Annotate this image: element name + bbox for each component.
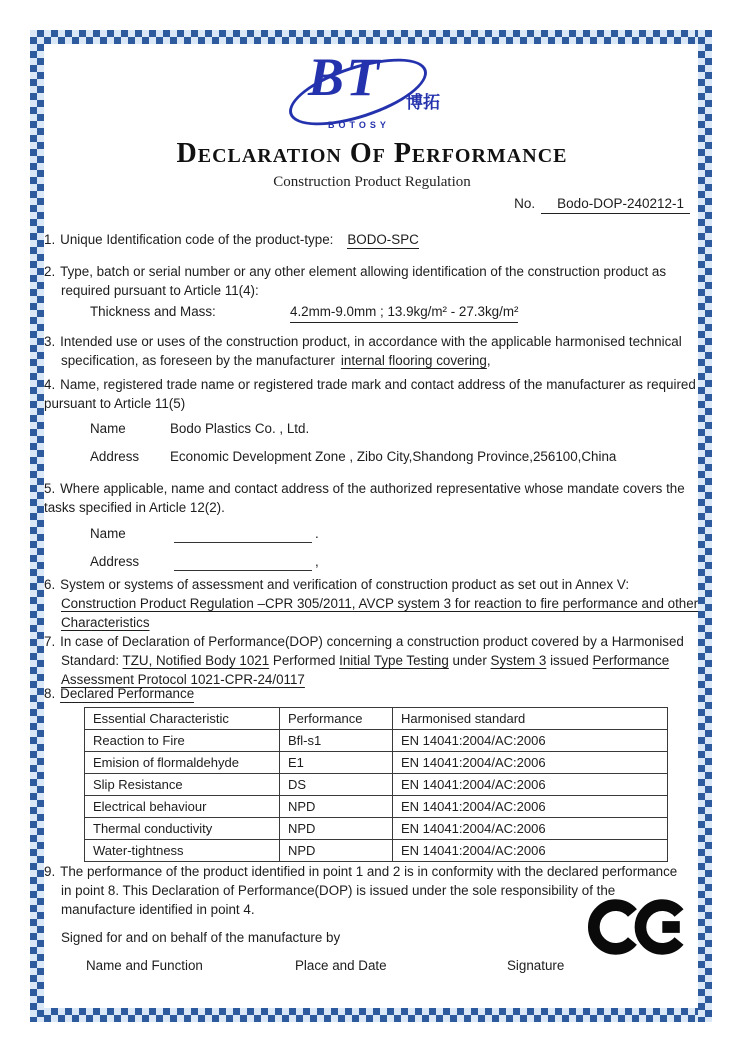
item-4 [44,375,702,466]
cell-characteristic: Electrical behaviour [85,796,280,818]
item-4-body: Name, registered trade name or registered trade mark and contact address of the manufacturer as required pursuant to Article 11(5) [44,377,696,411]
manufacturer-address-label: Address [90,449,140,464]
item-2 [44,262,702,323]
item-2-text [44,262,702,300]
item-7-initial-type-testing: Initial Type Testing [339,653,449,668]
header-performance: Performance [280,708,393,730]
manufacturer-name-value: Bodo Plastics Co. , Ltd. [170,421,310,436]
representative-address-suffix: , [315,554,319,569]
cell-performance: NPD [280,818,393,840]
cell-performance: NPD [280,796,393,818]
border-pattern-bottom [30,1008,712,1022]
item-5-text [44,479,702,517]
cell-standard: EN 14041:2004/AC:2006 [393,774,668,796]
cell-standard: EN 14041:2004/AC:2006 [393,818,668,840]
representative-name-row [44,521,702,543]
item-7-notified-body: TZU, Notified Body 1021 [122,653,270,668]
document-number-line [44,196,700,214]
item-3-text [44,332,702,370]
cell-characteristic: Emision of flormaldehyde [85,752,280,774]
manufacturer-name-label: Name [90,421,126,436]
place-and-date-label: Place and Date [295,958,387,973]
document-title: Declaration Of Performance [176,138,568,169]
document-number-underline [541,196,690,214]
item-7 [44,632,702,689]
item-3-body: Intended use or uses of the construction product, in accordance with the applicable harmonised technical specification, as foreseen by the manufacturer [60,334,682,368]
item-8-heading [44,684,702,703]
item-3 [44,332,702,370]
logo-chinese-text: 博拓 [406,93,440,112]
item-8-number: 8. [44,686,56,701]
table-row [85,752,668,774]
item-1-label: Unique Identification code of the product-type: [60,232,334,247]
item-5-number: 5. [44,481,56,496]
item-4-text [44,375,702,413]
item-6-underlined-value: Construction Product Regulation –CPR 305/2011, AVCP system 3 for reaction to fire performance and other Characteristics [61,596,699,630]
item-7-t2: Performed [269,653,340,668]
item-1-value: BODO-SPC [347,232,419,247]
cell-performance: DS [280,774,393,796]
item-7-t4: issued [546,653,593,668]
header-harmonised-standard: Harmonised standard [393,708,668,730]
border-pattern-top [30,30,712,44]
name-and-function-label: Name and Function [86,958,203,973]
item-7-number: 7. [44,634,56,649]
item-3-underlined-value: internal flooring covering [340,353,487,368]
item-1 [44,230,702,249]
document-number-value: Bodo-DOP-240212-1 [557,196,684,211]
cell-characteristic: Water-tightness [85,840,280,862]
logo-wordmark: BOTOSY [328,120,390,130]
representative-name-suffix: . [315,526,319,541]
item-8 [44,684,702,862]
item-3-number: 3. [44,334,56,349]
table-row [85,774,668,796]
header-essential-characteristic: Essential Characteristic [85,708,280,730]
cell-characteristic: Reaction to Fire [85,730,280,752]
thickness-mass-label: Thickness and Mass: [90,304,216,319]
item-7-t3: under [448,653,491,668]
botosy-logo [282,47,472,134]
item-6 [44,575,702,632]
cell-performance: Bfl-s1 [280,730,393,752]
items-list [44,230,702,689]
cell-performance: E1 [280,752,393,774]
logo-bt-letters: BT [308,47,382,107]
thickness-mass-row [44,302,702,323]
table-row [85,818,668,840]
table-row [85,730,668,752]
document-subtitle: Construction Product Regulation [273,174,471,190]
item-5-body: Where applicable, name and contact address of the authorized representative whose mandate covers the tasks specified in Article 12(2). [44,481,685,515]
table-header-row [85,708,668,730]
item-7-t1: In case of Declaration of Performance(DOP) concerning a construction product covered by a Harmonised Standard: [60,634,684,668]
representative-address-row [44,549,702,571]
item-7-system: System 3 [490,653,547,668]
manufacturer-name-row [44,419,702,438]
representative-address-label: Address [90,554,140,569]
border-pattern-left [30,30,44,1022]
item-5 [44,479,702,571]
item-9-number: 9. [44,864,56,879]
item-9-body: The performance of the product identified in point 1 and 2 is in conformity with the declared performance in point 8. This Declaration of Performance(DOP) is issued under the sole responsibility of the manufacture identified in point 4. [60,864,678,917]
representative-address-blank-line [174,556,312,571]
item-1-line [44,230,702,249]
thickness-mass-value: 4.2mm-9.0mm ; 13.9kg/m² - 27.3kg/m² [290,302,518,323]
cell-characteristic: Thermal conductivity [85,818,280,840]
table-row [85,840,668,862]
representative-name-blank-line [174,528,312,543]
item-4-number: 4. [44,377,56,392]
signed-line: Signed for and on behalf of the manufacture by [61,930,341,945]
item-6-number: 6. [44,577,56,592]
cell-standard: EN 14041:2004/AC:2006 [393,730,668,752]
cell-performance: NPD [280,840,393,862]
cell-standard: EN 14041:2004/AC:2006 [393,752,668,774]
item-8-label: Declared Performance [60,686,195,701]
table-row [85,796,668,818]
signature-label: Signature [507,958,565,973]
cell-characteristic: Slip Resistance [85,774,280,796]
document-number-label: No. [514,196,536,211]
ce-mark-icon [588,897,690,957]
manufacturer-address-row [44,447,702,466]
cell-standard: EN 14041:2004/AC:2006 [393,796,668,818]
item-6-text [44,575,702,632]
declared-performance-table [84,707,668,862]
cell-standard: EN 14041:2004/AC:2006 [393,840,668,862]
item-6-body: System or systems of assessment and verification of construction product as set out in Annex V: [60,577,630,592]
item-7-text [44,632,702,689]
manufacturer-address-value: Economic Development Zone , Zibo City,Shandong Province,256100,China [170,449,617,464]
item-2-body: Type, batch or serial number or any other element allowing identification of the construction product as required pursuant to Article 11(4): [60,264,667,298]
item-1-number: 1. [44,232,56,247]
item-3-suffix: , [486,353,491,368]
item-7-protocol: Performance Assessment Protocol 1021-CPR-24/0117 [61,653,670,687]
item-2-number: 2. [44,264,56,279]
representative-name-label: Name [90,526,126,541]
